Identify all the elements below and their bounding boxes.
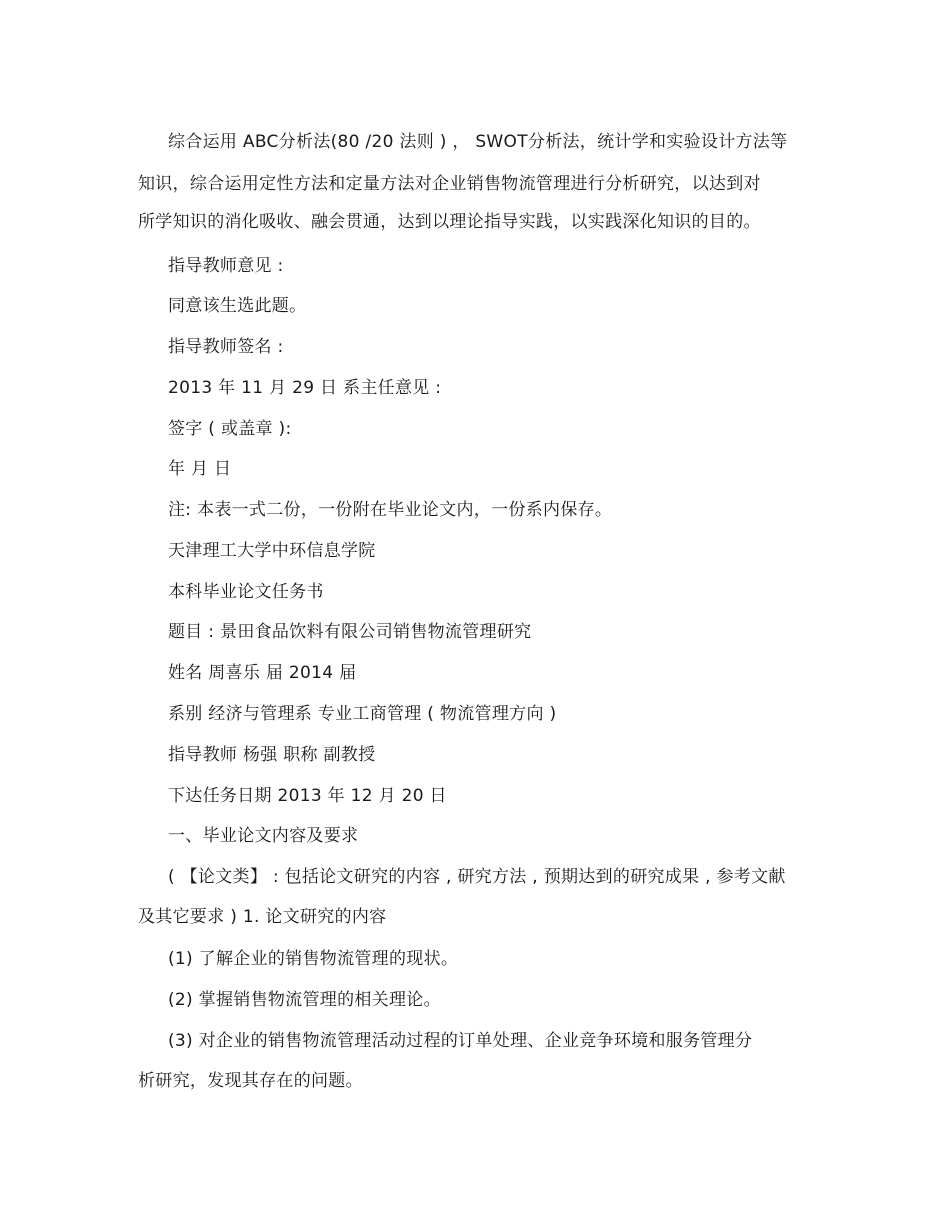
advisor-signature-label: 指导教师签名 :	[168, 337, 284, 357]
form-note: 注: 本表一式二份，一份附在毕业论文内，一份系内保存。	[168, 500, 613, 520]
thesis-topic: 题目 : 景田食品饮料有限公司销售物流管理研究	[168, 622, 532, 642]
advisor-opinion-label: 指导教师意见 :	[168, 256, 284, 276]
section-heading-content-requirements: 一、毕业论文内容及要求	[168, 826, 359, 846]
research-item-2: (2) 掌握销售物流管理的相关理论。	[168, 990, 441, 1010]
intro-paragraph-line-3: 所学知识的消化吸收、融会贯通，达到以理论指导实践，以实践深化知识的目的。	[138, 212, 761, 232]
signature-or-seal-label: 签字 ( 或盖章 ):	[168, 419, 292, 439]
thesis-category-note-line-2: 及其它要求 ) 1. 论文研究的内容	[138, 907, 387, 927]
intro-paragraph-line-1: 综合运用 ABC分析法(80 /20 法则 ) ， SWOT分析法，统计学和实验设计方法等	[168, 132, 788, 152]
task-issue-date: 下达任务日期 2013 年 12 月 20 日	[168, 786, 447, 806]
date-and-dept-head-opinion: 2013 年 11 月 29 日 系主任意见 :	[168, 378, 442, 398]
research-item-3-line-1: (3) 对企业的销售物流管理活动过程的订单处理、企业竞争环境和服务管理分	[168, 1031, 753, 1051]
thesis-category-note-line-1: ( 【论文类】 : 包括论文研究的内容 , 研究方法 , 预期达到的研究成果 , 参考文献	[168, 867, 786, 887]
advisor-opinion-text: 同意该生选此题。	[168, 296, 307, 316]
student-name-and-class: 姓名 周喜乐 届 2014 届	[168, 663, 357, 683]
department-and-major: 系别 经济与管理系 专业工商管理 ( 物流管理方向 )	[168, 704, 557, 724]
institution-name: 天津理工大学中环信息学院	[168, 541, 376, 561]
date-placeholder: 年 月 日	[168, 459, 232, 479]
task-book-title: 本科毕业论文任务书	[168, 582, 324, 602]
research-item-3-line-2: 析研究，发现其存在的问题。	[138, 1071, 363, 1091]
advisor-and-title: 指导教师 杨强 职称 副教授	[168, 745, 376, 765]
research-item-1: (1) 了解企业的销售物流管理的现状。	[168, 949, 459, 969]
intro-paragraph-line-2: 知识，综合运用定性方法和定量方法对企业销售物流管理进行分析研究，以达到对	[138, 174, 761, 194]
